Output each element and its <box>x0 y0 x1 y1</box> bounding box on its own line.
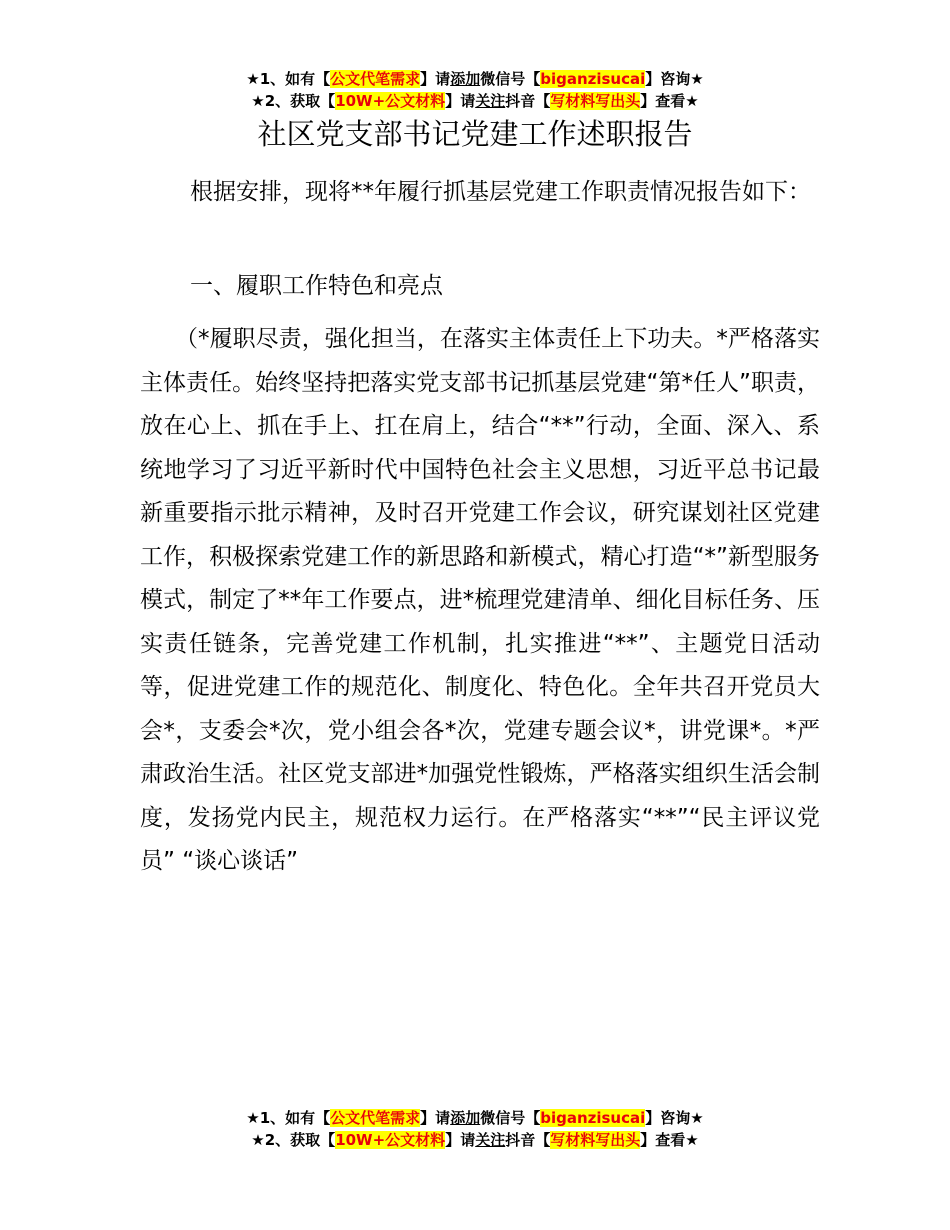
banner-highlight: 写材料写出头 <box>550 1131 641 1149</box>
banner-line-2: ★2、获取【10W+公文材料】请关注抖音【写材料写出头】查看★ <box>251 92 699 110</box>
banner-line-1: ★1、如有【公文代笔需求】请添加微信号【biganzisucai】咨询★ <box>246 1109 704 1127</box>
footer-banner <box>0 1107 950 1151</box>
banner-highlight: 公文代笔需求 <box>330 70 421 88</box>
banner-line-2: ★2、获取【10W+公文材料】请关注抖音【写材料写出头】查看★ <box>251 1131 699 1149</box>
banner-highlight: biganzisucai <box>540 70 646 88</box>
intro-paragraph: 根据安排，现将**年履行抓基层党建工作职责情况报告如下： <box>190 179 811 205</box>
banner-highlight: 10W+公文材料 <box>335 92 446 110</box>
banner-highlight: biganzisucai <box>540 1109 646 1127</box>
banner-line-1: ★1、如有【公文代笔需求】请添加微信号【biganzisucai】咨询★ <box>246 70 704 88</box>
banner-highlight: 写材料写出头 <box>550 92 641 110</box>
section-heading: 一、履职工作特色和亮点 <box>190 273 443 299</box>
document-title: 社区党支部书记党建工作述职报告 <box>257 117 693 151</box>
header-banner <box>0 68 950 112</box>
banner-highlight: 10W+公文材料 <box>335 1131 446 1149</box>
body-paragraph: （*履职尽责，强化担当，在落实主体责任上下功夫。*严格落实主体责任。始终坚持把落实党支部书记抓基层党建“第*任人”职责，放在心上、抓在手上、扛在肩上，结合“**”行动，全面、深入、系统地学习了习近平新时代中国特色社会主义思想，习近平总书记最新重要指示批示精神，及时召开党建工作会议，研究谋划社区党建工作，积极探索党建工作的新思路和新模式，精心打造“*”新型服务模式，制定了**年工作要点，进*梳理党建清单、细化目标任务、压实责任链条，完善党建工作机制，扎实推进“**”、主题党日活动等，促进党建工作的规范化、制度化、特色化。全年共召开党员大会*，支委会*次，党小组会各*次，党建专题会议*，讲党课*。*严肃政治生活。社区党支部进*加强党性锻炼，严格落实组织生活会制度，发扬党内民主，规范权力运行。在严格落实“**”“民主评议党员” “谈心谈话” <box>140 326 820 874</box>
banner-highlight: 公文代笔需求 <box>330 1109 421 1127</box>
